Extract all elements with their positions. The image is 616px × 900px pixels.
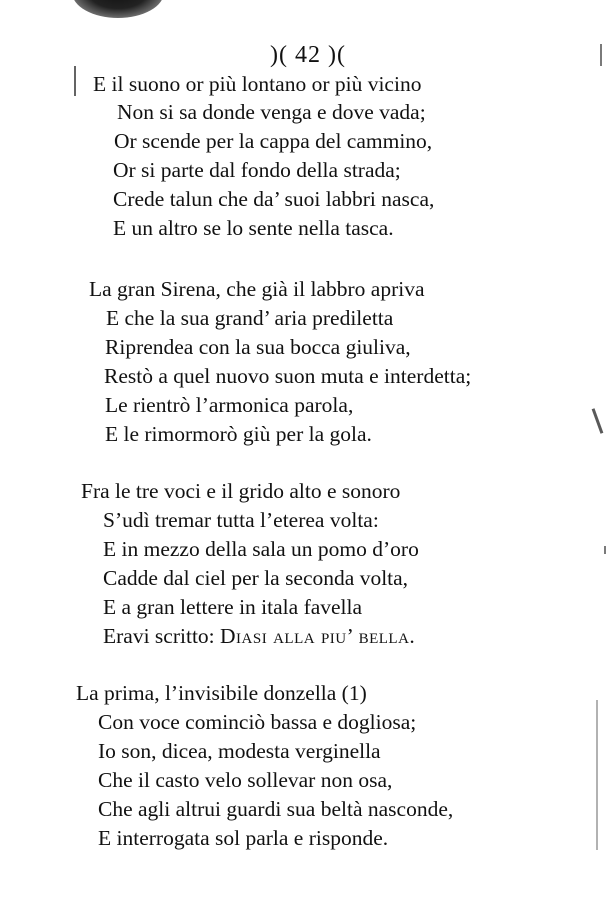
verse-line: E che la sua grand’ aria prediletta <box>106 306 394 330</box>
verse-line: Le rientrò l’armonica parola, <box>105 393 354 417</box>
verse-line: E un altro se lo sente nella tasca. <box>113 216 394 240</box>
verse-line: Che agli altrui guardi sua beltà nasconde, <box>98 797 454 821</box>
verse-line: Cadde dal ciel per la seconda volta, <box>103 566 409 590</box>
page-number: )( 42 )( <box>270 42 346 68</box>
verse-line: Che il casto velo sollevar non osa, <box>98 768 393 792</box>
verse-line: S’udì tremar tutta l’eterea volta: <box>103 508 379 532</box>
verse-line: La prima, l’invisibile donzella (1) <box>76 681 367 705</box>
verse-line: E interrogata sol parla e risponde. <box>98 826 389 850</box>
margin-mark <box>74 66 76 96</box>
verse-line: Or scende per la cappa del cammino, <box>114 129 433 153</box>
verse-line: Riprendea con la sua bocca giuliva, <box>105 335 411 359</box>
margin-mark <box>600 44 602 66</box>
verse-line: Fra le tre voci e il grido alto e sonoro <box>81 479 401 503</box>
verse-line: E il suono or più lontano or più vicino <box>93 72 422 96</box>
verse-line: Or si parte dal fondo della strada; <box>113 158 401 182</box>
verse-line: Con voce cominciò bassa e dogliosa; <box>98 710 417 734</box>
verse-text: Eravi scritto: <box>103 624 221 648</box>
verse-line: Crede talun che da’ suoi labbri nasca, <box>113 187 435 211</box>
margin-mark <box>604 546 606 554</box>
margin-mark <box>596 700 598 850</box>
verse-line: Non si sa donde venga e dove vada; <box>117 100 426 124</box>
verse-line: Io son, dicea, modesta verginella <box>98 739 381 763</box>
verse-line: E in mezzo della sala un pomo d’oro <box>103 537 419 561</box>
verse-line: Restò a quel nuovo suon muta e interdetta; <box>104 364 472 388</box>
margin-mark <box>592 408 604 433</box>
verse-line: La gran Sirena, che già il labbro apriva <box>89 277 425 301</box>
verse-line <box>103 626 415 648</box>
verse-line: E le rimormorò giù per la gola. <box>105 422 372 446</box>
verse-line: E a gran lettere in itala favella <box>103 595 363 619</box>
ink-blot <box>72 0 164 18</box>
inscription-text: Diasi alla piu’ bella. <box>220 624 416 648</box>
